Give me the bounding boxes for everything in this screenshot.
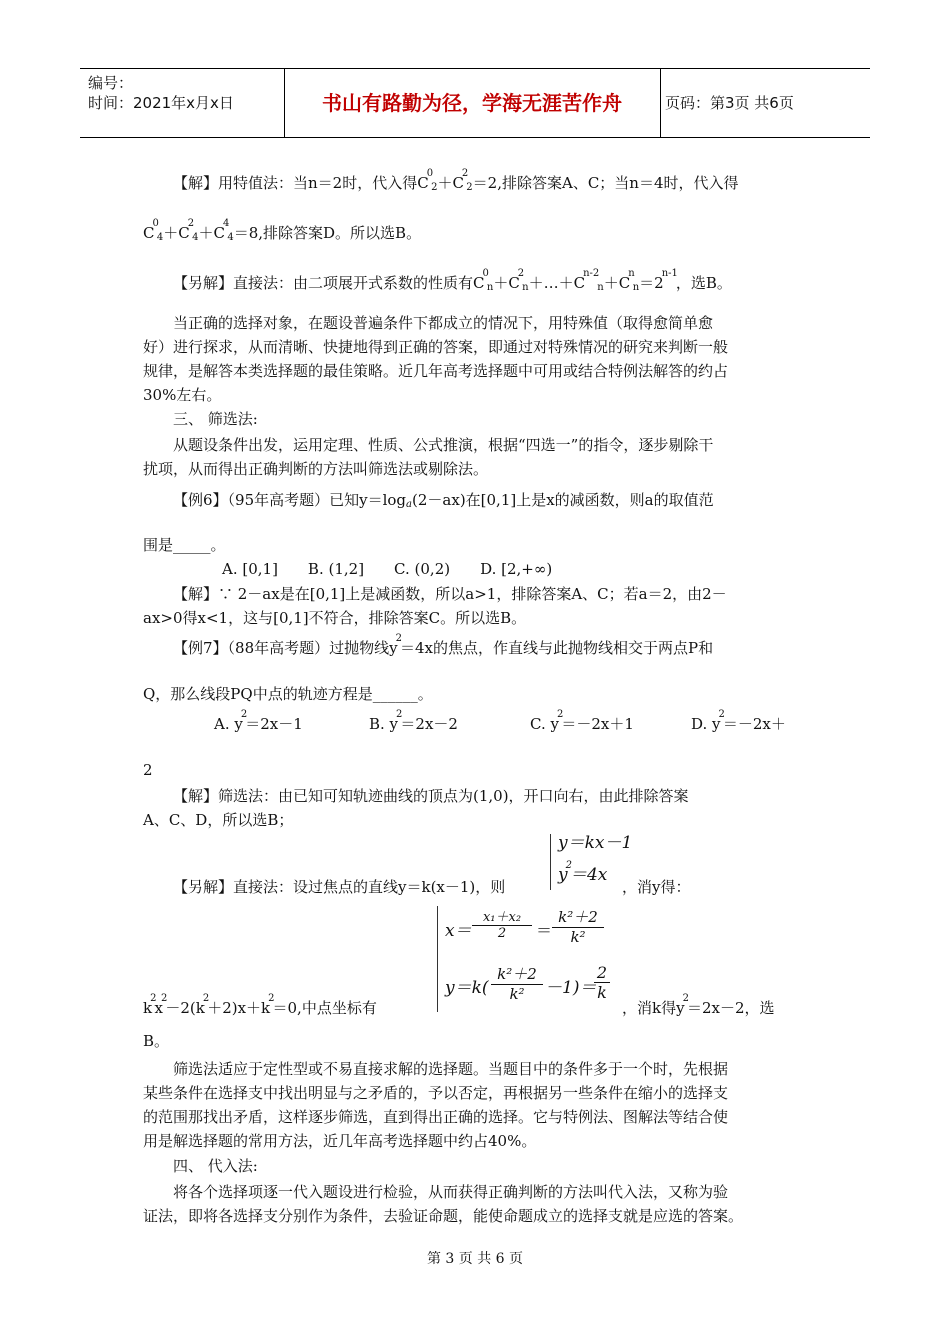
text: ，消k得y — [622, 999, 685, 1017]
superscript: 2 — [556, 709, 564, 720]
text: －2(k — [165, 999, 205, 1017]
superscript: 2 — [682, 993, 689, 1004]
text: ＝4x的焦点，作直线与此抛物线相交于两点P和 — [399, 639, 714, 657]
superscript: 0 — [482, 268, 489, 279]
header-motto: 书山有路勤为径，学海无涯苦作舟 — [322, 91, 622, 115]
superscript: 2 — [187, 218, 195, 229]
alt-solution-line — [173, 268, 732, 297]
paragraph-line: 筛选法适应于定性型或不易直接求解的选择题。当题目中的条件多于一个时，先根据 — [173, 1060, 729, 1078]
subscript: 4 — [192, 232, 199, 243]
equation-row — [445, 920, 472, 942]
text: C — [143, 224, 155, 242]
fraction — [472, 906, 532, 941]
alt-solution-line: ，消y得： — [622, 878, 691, 896]
fraction — [552, 906, 604, 946]
alt-solution-line: B。 — [143, 1032, 170, 1050]
options-line: A. [0,1] B. (1,2] C. (0,2) D. [2,+∞) — [222, 560, 553, 578]
example-line — [173, 633, 714, 662]
equation-brace — [550, 834, 551, 890]
solution-line: 【解】筛选法：由已知可知轨迹曲线的顶点为(1,0)，开口向右，由此排除答案 — [173, 787, 689, 805]
paragraph-line: 某些条件在选择支中找出明显与之矛盾的，予以否定，再根据另一些条件在缩小的选择支 — [143, 1084, 729, 1102]
superscript: n-1 — [661, 268, 678, 279]
equals: ＝ — [536, 921, 553, 940]
solution-line — [143, 218, 422, 247]
text: 【另解】直接法：由二项展开式系数的性质有C — [173, 274, 485, 292]
text: ＝2 — [639, 274, 664, 292]
alt-solution-line — [622, 993, 775, 1022]
alt-solution-line — [173, 876, 505, 898]
text: 【例7】（88年高考题）过抛物线y — [173, 639, 398, 657]
doc-number: 编号： — [88, 74, 134, 92]
text: ＝4x — [569, 865, 608, 885]
alt-solution-line — [143, 993, 377, 1022]
text: 【例6】（95年高考题）已知y＝log — [173, 491, 407, 509]
example-line: 围是_____。 — [143, 536, 226, 554]
superscript: 2 — [395, 633, 402, 644]
option-c — [530, 709, 634, 738]
superscript: 2 — [461, 168, 469, 179]
text: ＝2,排除答案A、C；当n＝4时，代入得 — [472, 174, 739, 192]
subscript: 2 — [466, 182, 473, 193]
paragraph-line: 的范围那找出矛盾，这样逐步筛选，直到得出正确的选择。它与特例法、图解法等结合使 — [143, 1108, 729, 1126]
text: 【解】用特值法：当n＝2时，代入得C — [173, 174, 429, 192]
denominator: k² — [509, 985, 525, 1003]
paragraph-line: 当正确的选择对象，在题设普遍条件下都成立的情况下，用特殊值（取得愈简单愈 — [173, 314, 714, 332]
text: ＝2x－2，选 — [686, 999, 775, 1017]
equation-row — [558, 860, 608, 889]
text: ＝8,排除答案D。所以选B。 — [233, 224, 422, 242]
paragraph-line: 证法，即将各选择支分别作为条件，去验证命题，能使命题成立的选择支就是应选的答案。 — [143, 1207, 744, 1225]
text: ＋C — [198, 224, 225, 242]
example-line: Q，那么线段PQ中点的轨迹方程是______。 — [143, 685, 433, 703]
text: ＝－2x＋1 — [561, 715, 634, 733]
text: k — [143, 999, 153, 1017]
text: ＋C — [493, 274, 520, 292]
text: ＝2x－2 — [400, 715, 458, 733]
numerator: x₁＋x₂ — [472, 906, 532, 926]
text: (2－ax)在[0,1]上是x的减函数，则a的取值范 — [412, 491, 714, 509]
subscript: n — [632, 282, 640, 293]
paragraph-line: 将各个选择项逐一代入题设进行检验，从而获得正确判断的方法叫代入法，又称为验 — [173, 1183, 729, 1201]
superscript: 2 — [565, 860, 572, 871]
header-meta — [88, 73, 234, 113]
subscript: n — [597, 282, 604, 293]
superscript: 2 — [150, 993, 157, 1004]
fraction — [491, 963, 543, 1003]
text: A. y — [214, 715, 243, 733]
text: ＝0,中点坐标有 — [272, 999, 377, 1017]
page-footer: 第 3 页 共 6 页 — [426, 1251, 524, 1267]
superscript: 2 — [268, 993, 275, 1004]
section-heading: 三、 筛选法: — [173, 410, 258, 428]
option-a — [214, 709, 303, 738]
superscript: 2 — [718, 709, 725, 720]
superscript: 2 — [202, 993, 210, 1004]
text: ＋…＋C — [528, 274, 586, 292]
text: C. y — [530, 715, 559, 733]
superscript: 2 — [517, 268, 525, 279]
solution-line: A、C、D，所以选B； — [143, 811, 294, 829]
fraction — [594, 963, 610, 1002]
superscript: n-2 — [583, 268, 600, 279]
solution-line — [173, 168, 739, 197]
text: ＋C — [163, 224, 190, 242]
text: 【另解】直接法：设过焦点的直线y＝k(x－1)，则 — [173, 878, 506, 896]
numerator: k²＋2 — [491, 963, 543, 985]
text: ＋C — [437, 174, 464, 192]
text: ＝2x－1 — [245, 715, 303, 733]
superscript: 0 — [152, 218, 159, 229]
option-d-continued: 2 — [143, 761, 153, 779]
text: x＝ — [445, 921, 472, 941]
paragraph-line: 规律，是解答本类选择题的最佳策略。近几年高考选择题中可用或结合特例法解答的约占 — [143, 362, 729, 380]
text: ，选B。 — [675, 274, 732, 292]
subscript: 2 — [431, 182, 438, 193]
section-heading: 四、 代入法: — [173, 1157, 258, 1175]
superscript: 2 — [396, 709, 403, 720]
page-header — [80, 68, 870, 138]
equation-row: y＝kx－1 — [558, 833, 633, 853]
superscript: 2 — [240, 709, 248, 720]
subscript: 4 — [156, 232, 164, 243]
subscript: 4 — [227, 232, 234, 243]
paragraph-line: 好）进行探求，从而清晰、快捷地得到正确的答案，即通过对特殊情况的研究来判断一般 — [143, 338, 729, 356]
text: ＋C — [603, 274, 631, 292]
denominator: 2 — [497, 926, 507, 941]
numerator: 2 — [594, 963, 610, 983]
paragraph-line: 30%左右。 — [143, 386, 222, 404]
header-page: 页码：第3页 共6页 — [665, 94, 794, 112]
subscript: n — [522, 282, 529, 293]
paragraph-line: 扰项，从而得出正确判断的方法叫筛选法或剔除法。 — [143, 460, 489, 478]
equation-brace — [437, 906, 438, 1012]
text: B. y — [369, 715, 399, 733]
solution-line: 【解】∵ 2－ax是在[0,1]上是减函数，所以a>1，排除答案A、C；若a＝2，由2－ — [173, 585, 727, 603]
superscript: n — [628, 268, 635, 279]
subscript: n — [486, 282, 494, 293]
example-line — [173, 489, 714, 514]
text: x — [154, 999, 163, 1017]
paragraph-line: 用是解选择题的常用方法，近几年高考选择题中约占40%。 — [143, 1132, 537, 1150]
numerator: k²＋2 — [552, 906, 604, 928]
superscript: 4 — [222, 218, 230, 229]
text: ＋2)x＋k — [207, 999, 271, 1017]
header-divider — [660, 69, 661, 137]
text: D. y — [691, 715, 721, 733]
option-d — [691, 709, 786, 738]
text: y — [558, 865, 568, 885]
option-b — [369, 709, 458, 738]
text: ＝－2x＋ — [722, 715, 786, 733]
equation-row: y＝k( — [445, 978, 489, 998]
superscript: 2 — [160, 993, 168, 1004]
subscript: a — [406, 499, 413, 510]
superscript: 0 — [426, 168, 434, 179]
denominator: k — [597, 983, 607, 1002]
paragraph-line: 从题设条件出发，运用定理、性质、公式推演，根据“四选一”的指令，逐步剔除干 — [173, 436, 714, 454]
denominator: k² — [570, 928, 586, 946]
solution-line: ax>0得x<1，这与[0,1]不符合，排除答案C。所以选B。 — [143, 609, 527, 627]
doc-date: 时间：2021年x月x日 — [88, 94, 234, 112]
equation-row: －1)＝ — [545, 978, 597, 998]
